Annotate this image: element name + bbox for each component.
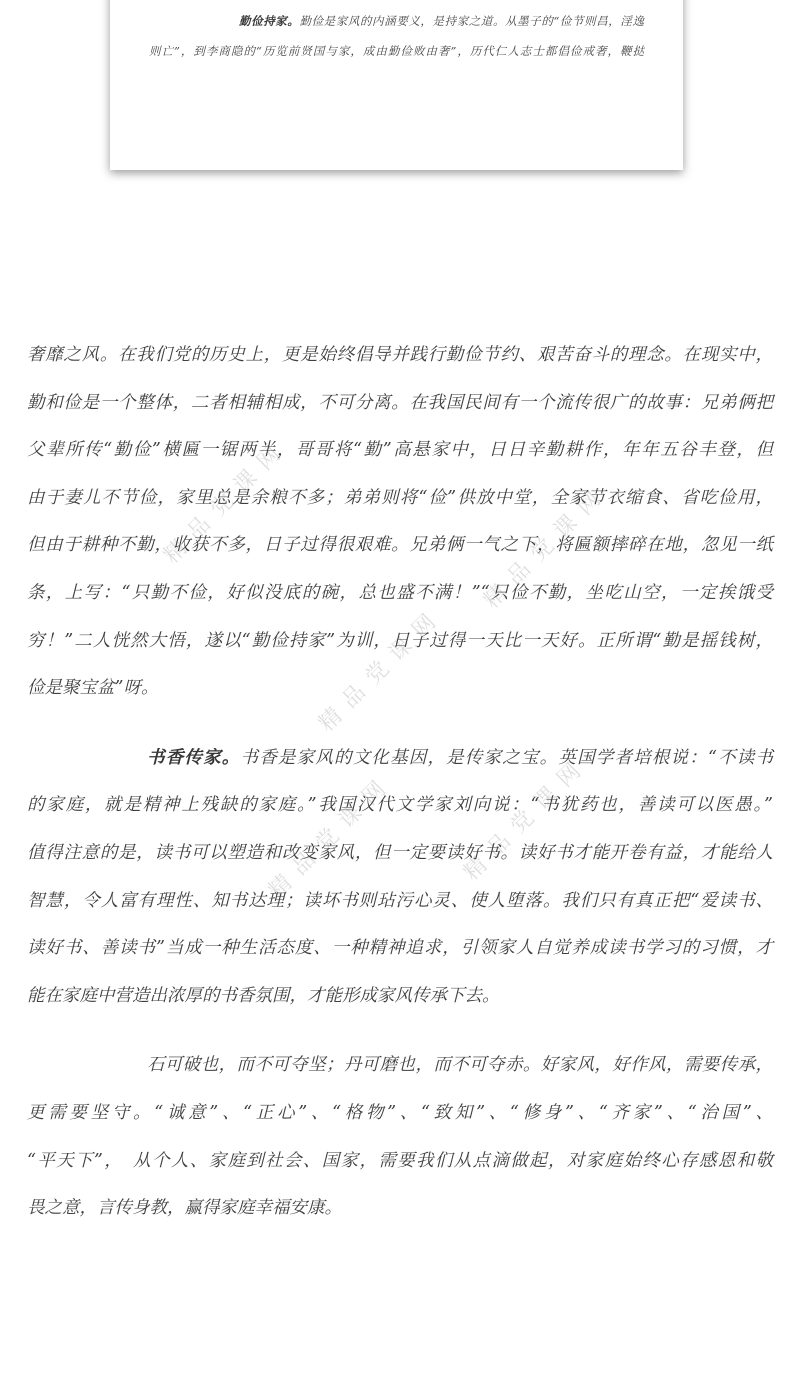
paragraph-conclusion [27, 1042, 773, 1232]
text-line: 畏之意，言传身教，赢得家庭幸福安康。 [27, 1198, 342, 1219]
text-line: 父辈所传“勤俭”横匾一锯两半，哥哥将“勤”高悬家中，日日辛勤耕作，年年五谷丰登，但 [27, 440, 773, 461]
document-text [27, 332, 773, 1233]
text-line: 条，上写：“只勤不俭，好似没底的碗，总也盛不满！”“只俭不勤，坐吃山空，一定挨饿受 [27, 582, 773, 603]
text-line: 能在家庭中营造出浓厚的书香氛围，才能形成家风传承下去。 [27, 985, 500, 1006]
text-line: 读好书、善读书”当成一种生活态度、一种精神追求，引领家人自觉养成读书学习的习惯，才 [27, 938, 773, 959]
document-page-card [110, 0, 683, 170]
paragraph-shuxiangchuanjia [27, 735, 773, 1021]
card-line-text: 勤俭是家风的内涵要义，是持家之道。从墨子的“俭节则昌，淫逸 [299, 14, 644, 28]
paragraph-lead-qinjianchijia: 勤俭持家。 [239, 14, 300, 28]
text-line: 由于妻儿不节俭，家里总是余粮不多；弟弟则将“俭”供放中堂，全家节衣缩食、省吃俭用， [27, 487, 773, 508]
text-line: 智慧，令人富有理性、知书达理；读坏书则玷污心灵、使人堕落。我们只有真正把“爱读书、 [27, 890, 773, 911]
text-line-rest: 书香是家风的文化基因，是传家之宝。英国学者培根说：“不读书 [240, 747, 773, 768]
paragraph-qinjian-continuation [27, 332, 773, 713]
text-line [27, 735, 773, 783]
text-line: 俭是聚宝盆”呀。 [27, 678, 159, 699]
card-text-line: 则亡”，到李商隐的“历览前贤国与家，成由勤俭败由奢”，历代仁人志士都倡俭戒奢，鞭挞 [149, 44, 644, 58]
watermark-text: 精品党课网 [264, 769, 399, 904]
text-line: 更需要坚守。“诚意”、“正心”、“格物”、“致知”、“修身”、“齐家”、“治国”、 [27, 1102, 773, 1123]
text-line: 奢靡之风。在我们党的历史上，更是始终倡导并践行勤俭节约、艰苦奋斗的理念。在现实中， [27, 345, 773, 365]
text-line: 石可破也，而不可夺坚；丹可磨也，而不可夺赤。好家风，好作风，需要传承， [147, 1055, 773, 1076]
text-line: 的家庭，就是精神上残缺的家庭。”我国汉代文学家刘向说：“书犹药也，善读可以医愚。” [27, 795, 773, 816]
text-line: 勤和俭是一个整体，二者相辅相成，不可分离。在我国民间有一个流传很广的故事：兄弟俩把 [27, 392, 773, 413]
watermark-text: 精品党课网 [459, 751, 594, 886]
watermark-text: 精品党课网 [479, 479, 614, 614]
text-line: 穷！”二人恍然大悟，遂以“勤俭持家”为训，日子过得一天比一天好。正所谓“勤是摇钱树， [27, 630, 773, 651]
paragraph-lead-shuxiangchuanjia: 书香传家。 [147, 747, 241, 768]
card-text-line [149, 6, 644, 36]
watermark-text: 精品党课网 [314, 602, 449, 737]
text-line: “平天下”， 从个人、家庭到社会、国家，需要我们从点滴做起，对家庭始终心存感恩和敬 [27, 1150, 773, 1171]
text-line: 值得注意的是，读书可以塑造和改变家风，但一定要读好书。读好书才能开卷有益，才能给人 [27, 842, 773, 863]
text-line: 但由于耕种不勤，收获不多，日子过得很艰难。兄弟俩一气之下，将匾额摔碎在地，忽见一纸 [27, 535, 773, 556]
watermark-text: 精品党课网 [159, 434, 294, 569]
